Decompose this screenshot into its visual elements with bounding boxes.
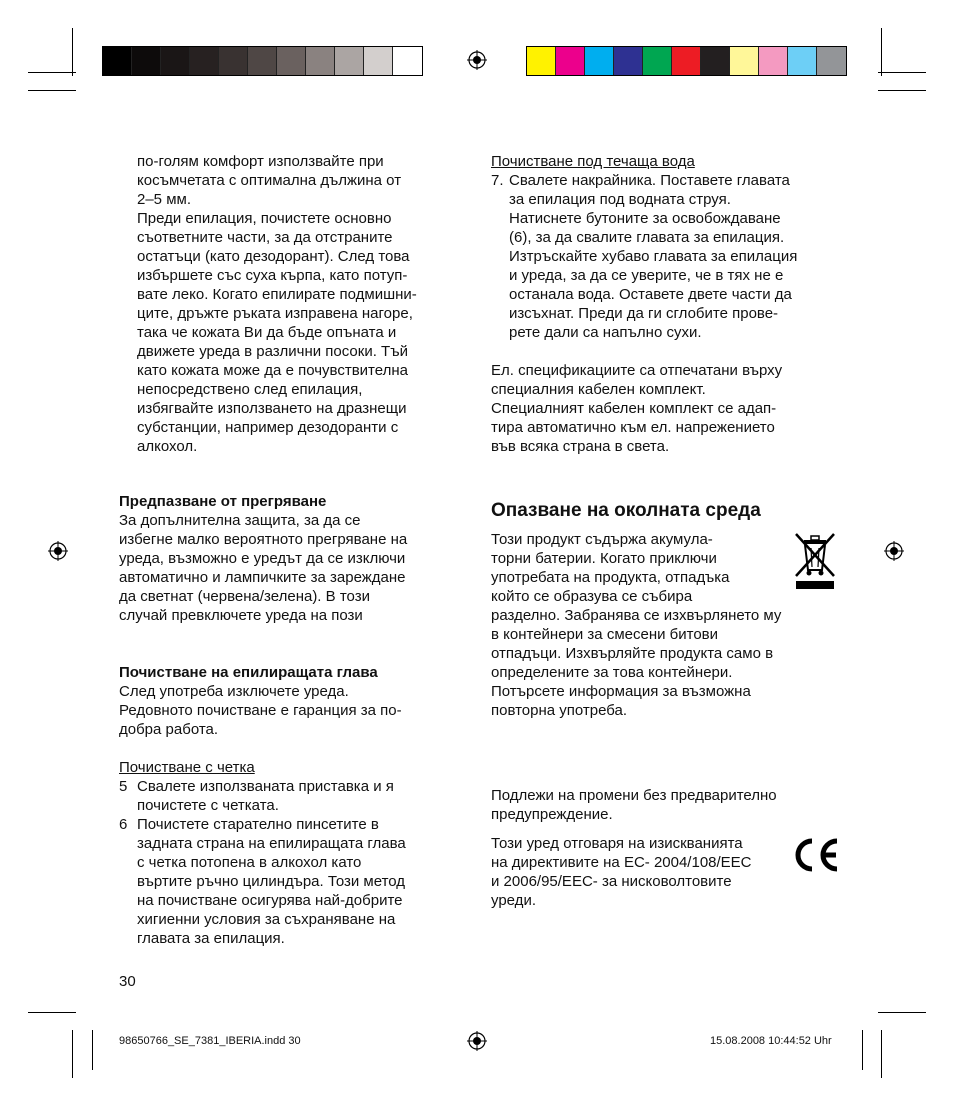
color-swatch — [219, 47, 248, 75]
color-swatch — [103, 47, 132, 75]
step-text — [137, 815, 406, 948]
overheat-title: Предпазване от прегряване — [119, 493, 327, 510]
text-line: косъмчетата с оптимална дължина от — [137, 172, 402, 189]
text-line: съответните части, за да отстраните — [137, 229, 393, 246]
text-line: който се образува се събира — [491, 588, 693, 605]
text-line: специалния кабелен комплект. — [491, 381, 706, 398]
color-swatch — [161, 47, 190, 75]
text-line: употребата на продукта, отпадъка — [491, 569, 730, 586]
text-line: Свалете накрайника. Поставете главата — [509, 172, 790, 189]
crop-mark — [881, 1030, 882, 1078]
text-line: с четка потопена в алкохол като — [137, 854, 362, 871]
crop-mark — [28, 90, 76, 91]
color-swatch — [817, 47, 846, 75]
text-line: Почистете старателно пинсетите в — [137, 816, 379, 833]
text-line: Изтръскайте хубаво главата за епилация — [509, 248, 798, 265]
color-swatch — [364, 47, 393, 75]
crop-mark — [28, 1012, 76, 1013]
color-swatch — [585, 47, 614, 75]
ce-section — [491, 834, 791, 910]
text-line: определените за това контейнери. — [491, 664, 733, 681]
notice-section — [491, 786, 841, 824]
color-swatch — [527, 47, 556, 75]
text-line: движете уреда в различни посоки. Тъй — [137, 343, 408, 360]
overheat-section — [119, 492, 464, 625]
crossed-bin-icon — [792, 530, 838, 592]
spec-section — [491, 361, 841, 456]
text-line: уреди. — [491, 892, 536, 909]
text-line: и уреда, за да се уверите, че в тях не е — [509, 267, 784, 284]
ce-paragraph — [491, 834, 791, 910]
color-swatch — [277, 47, 306, 75]
step-6 — [119, 815, 464, 948]
text-line: Този продукт съдържа акумула- — [491, 531, 713, 548]
text-line: Преди епилация, почистете основно — [137, 210, 392, 227]
step-number: 6 — [119, 816, 128, 833]
color-swatch — [672, 47, 701, 75]
color-swatch — [132, 47, 161, 75]
water-section — [491, 152, 841, 342]
brush-title: Почистване с четка — [119, 759, 255, 776]
crop-mark — [881, 28, 882, 76]
color-swatch — [335, 47, 364, 75]
text-line: на почистване осигурява най-добрите — [137, 892, 403, 909]
registration-mark-icon — [884, 541, 904, 561]
environment-heading: Опазване на околната среда — [491, 500, 761, 521]
text-line: останала вода. Оставете двете части да — [509, 286, 792, 303]
crop-mark — [878, 72, 926, 73]
text-line: Подлежи на промени без предварително — [491, 787, 777, 804]
cleaning-section — [119, 663, 464, 739]
environment-paragraph — [491, 606, 841, 720]
text-line: За допълнителна защита, за да се — [119, 512, 361, 529]
text-line: разделно. Забранява се изхвърлянето му — [491, 607, 782, 624]
spec-paragraph — [491, 361, 841, 456]
text-line: като кожата може да е почувствителна — [137, 362, 408, 379]
text-line: Специалният кабелен комплект се адап- — [491, 400, 777, 417]
text-line: (6), за да свалите главата за епилация. — [509, 229, 785, 246]
color-swatch — [730, 47, 759, 75]
text-line: субстанции, например дезодоранти с — [137, 419, 399, 436]
color-swatch — [248, 47, 277, 75]
text-line: Този уред отговаря на изискванията — [491, 835, 743, 852]
crop-mark — [878, 90, 926, 91]
step-number: 5 — [119, 778, 128, 795]
text-line: повторна употреба. — [491, 702, 628, 719]
intro-paragraph — [137, 152, 467, 456]
color-swatch — [190, 47, 219, 75]
text-line: главата за епилация. — [137, 930, 285, 947]
text-line: в контейнери за смесени битови — [491, 626, 719, 643]
text-line: почистете с четката. — [137, 797, 279, 814]
color-swatch — [614, 47, 643, 75]
color-swatch — [643, 47, 672, 75]
crop-mark — [72, 1030, 73, 1078]
registration-mark-icon — [467, 1031, 487, 1051]
text-line: и 2006/95/EEC- за нисковолтовите — [491, 873, 732, 890]
ce-mark-icon — [790, 836, 840, 874]
registration-mark-icon — [467, 50, 487, 70]
page-number: 30 — [119, 973, 136, 990]
text-line: Редовното почистване е гаранция за по- — [119, 702, 402, 719]
slug-datetime: 15.08.2008 10:44:52 Uhr — [710, 1035, 832, 1047]
step-text — [137, 777, 394, 815]
text-line: предупреждение. — [491, 806, 613, 823]
brush-section — [119, 758, 464, 948]
registration-mark-icon — [48, 541, 68, 561]
color-swatch — [556, 47, 585, 75]
text-line: въртите ръчно цилиндъра. Този метод — [137, 873, 406, 890]
step-5 — [119, 777, 464, 815]
cleaning-title: Почистване на епилиращата глава — [119, 664, 378, 681]
text-line: във всяка страна в света. — [491, 438, 670, 455]
text-line: вате леко. Когато епилирате подмишни- — [137, 286, 417, 303]
cleaning-paragraph — [119, 682, 464, 739]
text-line: тира автоматично към ел. напрежението — [491, 419, 775, 436]
process-color-bar — [526, 46, 847, 76]
text-line: торни батерии. Когато приключи — [491, 550, 717, 567]
crop-mark — [92, 1030, 93, 1070]
step-7 — [491, 171, 841, 342]
text-line: случай превключете уреда на пози — [119, 607, 363, 624]
text-line: задната страна на епилиращата глава — [137, 835, 406, 852]
crop-mark — [72, 28, 73, 76]
text-line: непосредствено след епилация, — [137, 381, 363, 398]
text-line: уреда, възможно е уредът да се изключи — [119, 550, 406, 567]
text-line: алкохол. — [137, 438, 198, 455]
crop-mark — [28, 72, 76, 73]
text-line: Потърсете информация за възможна — [491, 683, 751, 700]
text-line: 2–5 мм. — [137, 191, 191, 208]
text-line: ците, дръжте ръката изправена нагоре, — [137, 305, 413, 322]
text-line: рете дали са напълно сухи. — [509, 324, 702, 341]
color-swatch — [701, 47, 730, 75]
text-line: на директивите на EC- 2004/108/EEC — [491, 854, 752, 871]
overheat-paragraph — [119, 511, 464, 625]
text-line: отпадъци. Изхвърляйте продукта само в — [491, 645, 774, 662]
text-line: Свалете използваната приставка и я — [137, 778, 394, 795]
color-swatch — [788, 47, 817, 75]
color-swatch — [306, 47, 335, 75]
color-swatch — [759, 47, 788, 75]
water-title: Почистване под течаща вода — [491, 153, 695, 170]
left-intro-text — [137, 152, 467, 456]
environment-paragraph-short — [491, 530, 841, 606]
crop-mark — [862, 1030, 863, 1070]
text-line: автоматично и лампичките за зареждане — [119, 569, 406, 586]
text-line: добра работа. — [119, 721, 219, 738]
text-line: така че кожата Ви да бъде опъната и — [137, 324, 397, 341]
text-line: След употреба изключете уреда. — [119, 683, 349, 700]
notice-paragraph — [491, 786, 841, 824]
color-swatch — [393, 47, 422, 75]
text-line: Ел. спецификациите са отпечатани върху — [491, 362, 783, 379]
text-line: за епилация под водната струя. — [509, 191, 731, 208]
grayscale-color-bar — [102, 46, 423, 76]
text-line: изсъхнат. Преди да ги сглобите прове- — [509, 305, 779, 322]
step-number: 7. — [491, 172, 504, 189]
text-line: по-голям комфорт използвайте при — [137, 153, 384, 170]
text-line: избягвайте използването на дразнещи — [137, 400, 407, 417]
slug-filename: 98650766_SE_7381_IBERIA.indd 30 — [119, 1035, 301, 1047]
text-line: да светнат (червена/зелена). В този — [119, 588, 370, 605]
crop-mark — [878, 1012, 926, 1013]
step-text — [509, 171, 797, 342]
text-line: Натиснете бутоните за освобождаване — [509, 210, 781, 227]
text-line: избършете със суха кърпа, като потуп- — [137, 267, 408, 284]
text-line: хигиенни условия за съхраняване на — [137, 911, 396, 928]
text-line: избегне малко вероятното прегряване на — [119, 531, 408, 548]
text-line: остатъци (като дезодорант). След това — [137, 248, 410, 265]
environment-section — [491, 530, 841, 720]
